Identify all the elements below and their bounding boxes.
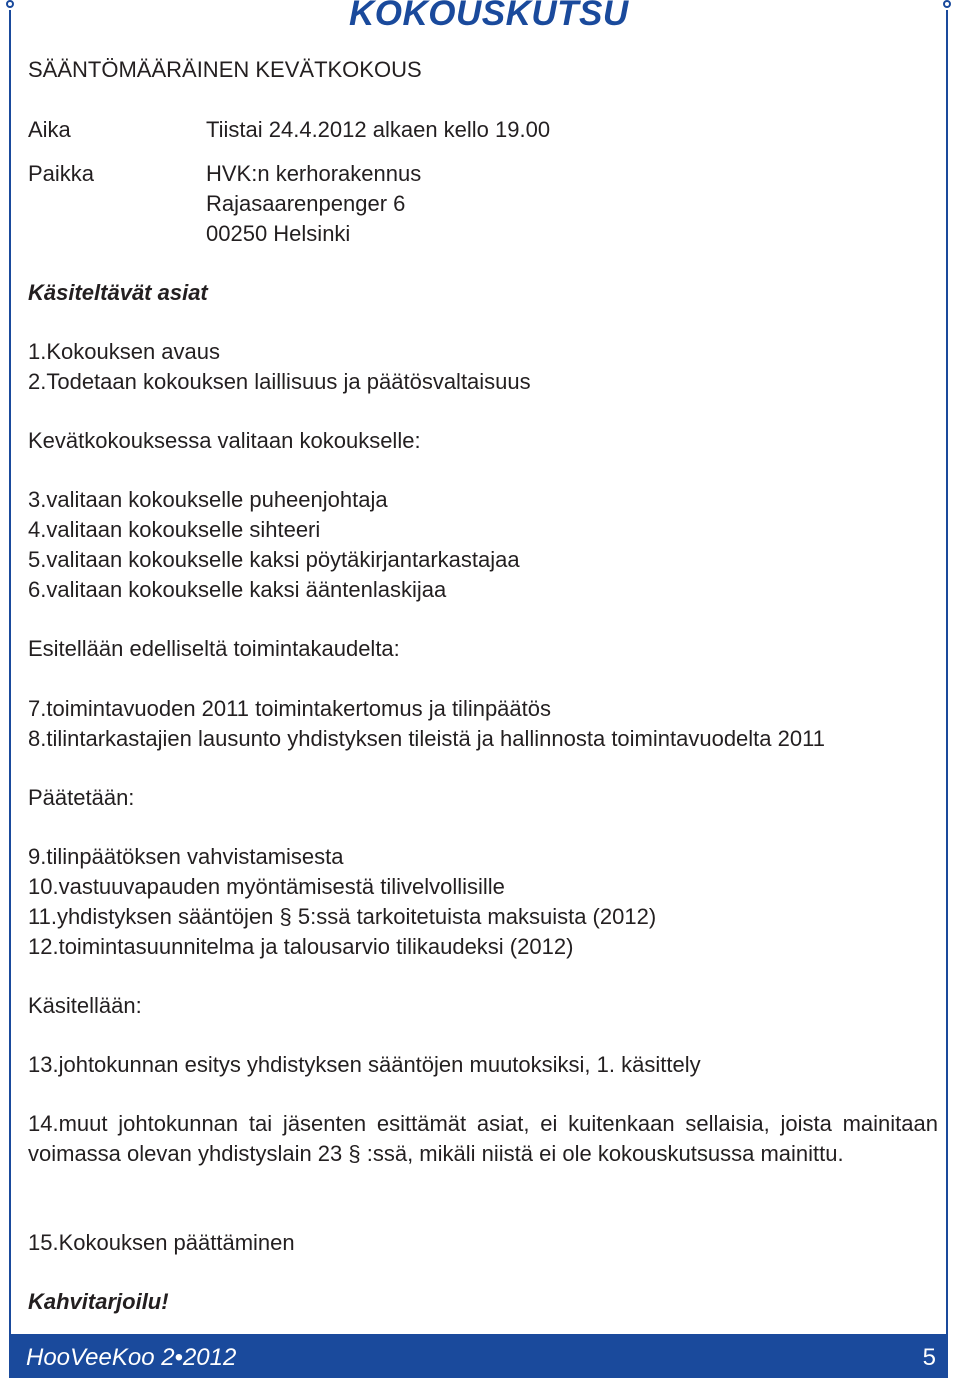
left-border-line <box>9 10 11 1336</box>
agenda-item-13: 13.johtokunnan esitys yhdistyksen sääntöjen muutoksiksi, 1. käsittely <box>28 1052 701 1077</box>
section-process: Käsitellään: <box>28 993 142 1018</box>
place-line-3: 00250 Helsinki <box>206 221 351 246</box>
agenda-item-11: 11.yhdistyksen sääntöjen § 5:ssä tarkoitetuista maksuista (2012) <box>28 904 657 929</box>
section-present: Esitellään edelliseltä toimintakaudelta: <box>28 636 400 661</box>
publication-name: HooVeeKoo 2•2012 <box>26 1344 237 1371</box>
agenda-item-3: 3.valitaan kokoukselle puheenjohtaja <box>28 487 388 512</box>
agenda-item-7: 7.toimintavuoden 2011 toimintakertomus ja tilinpäätös <box>28 696 552 721</box>
agenda-item-4: 4.valitaan kokoukselle sihteeri <box>28 517 321 542</box>
page-title: KOKOUSKUTSU <box>349 0 629 33</box>
place-line-2: Rajasaarenpenger 6 <box>206 191 406 216</box>
page-number: 5 <box>922 1344 936 1371</box>
agenda-item-5: 5.valitaan kokoukselle kaksi pöytäkirjantarkastajaa <box>28 547 520 572</box>
corner-ornament-right <box>943 0 951 8</box>
corner-ornament-left <box>6 0 14 8</box>
footer-bar <box>9 1334 948 1378</box>
agenda-heading: Käsiteltävät asiat <box>28 280 208 305</box>
place-line-1: HVK:n kerhorakennus <box>206 161 422 186</box>
agenda-item-10: 10.vastuuvapauden myöntämisestä tilivelvollisille <box>28 874 505 899</box>
agenda-item-12: 12.toimintasuunnitelma ja talousarvio tilikaudeksi (2012) <box>28 934 574 959</box>
agenda-item-6: 6.valitaan kokoukselle kaksi ääntenlaskijaa <box>28 577 447 602</box>
right-border-line <box>946 10 948 1336</box>
section-decide: Päätetään: <box>28 785 135 810</box>
agenda-item-1: 1.Kokouksen avaus <box>28 339 221 364</box>
agenda-item-14: 14.muut johtokunnan tai jäsenten esittämät asiat, ei kuitenkaan sellaisia, joista mainitaan voimassa olevan yhdistyslain 23 § :ssä, mikäli niistä ei ole kokouskutsussa mainittu. <box>28 1111 938 1166</box>
agenda-item-15: 15.Kokouksen päättäminen <box>28 1230 295 1255</box>
time-label: Aika <box>28 117 71 142</box>
meeting-name: SÄÄNTÖMÄÄRÄINEN KEVÄTKOKOUS <box>28 57 422 82</box>
section-elect: Kevätkokouksessa valitaan kokoukselle: <box>28 428 421 453</box>
agenda-item-8: 8.tilintarkastajien lausunto yhdistyksen tileistä ja hallinnosta toimintavuodelta 2011 <box>28 726 825 751</box>
place-label: Paikka <box>28 161 95 186</box>
agenda-item-2: 2.Todetaan kokouksen laillisuus ja päätösvaltaisuus <box>28 369 531 394</box>
time-value: Tiistai 24.4.2012 alkaen kello 19.00 <box>206 117 551 142</box>
closing-note: Kahvitarjoilu! <box>28 1289 169 1314</box>
agenda-item-9: 9.tilinpäätöksen vahvistamisesta <box>28 844 344 869</box>
